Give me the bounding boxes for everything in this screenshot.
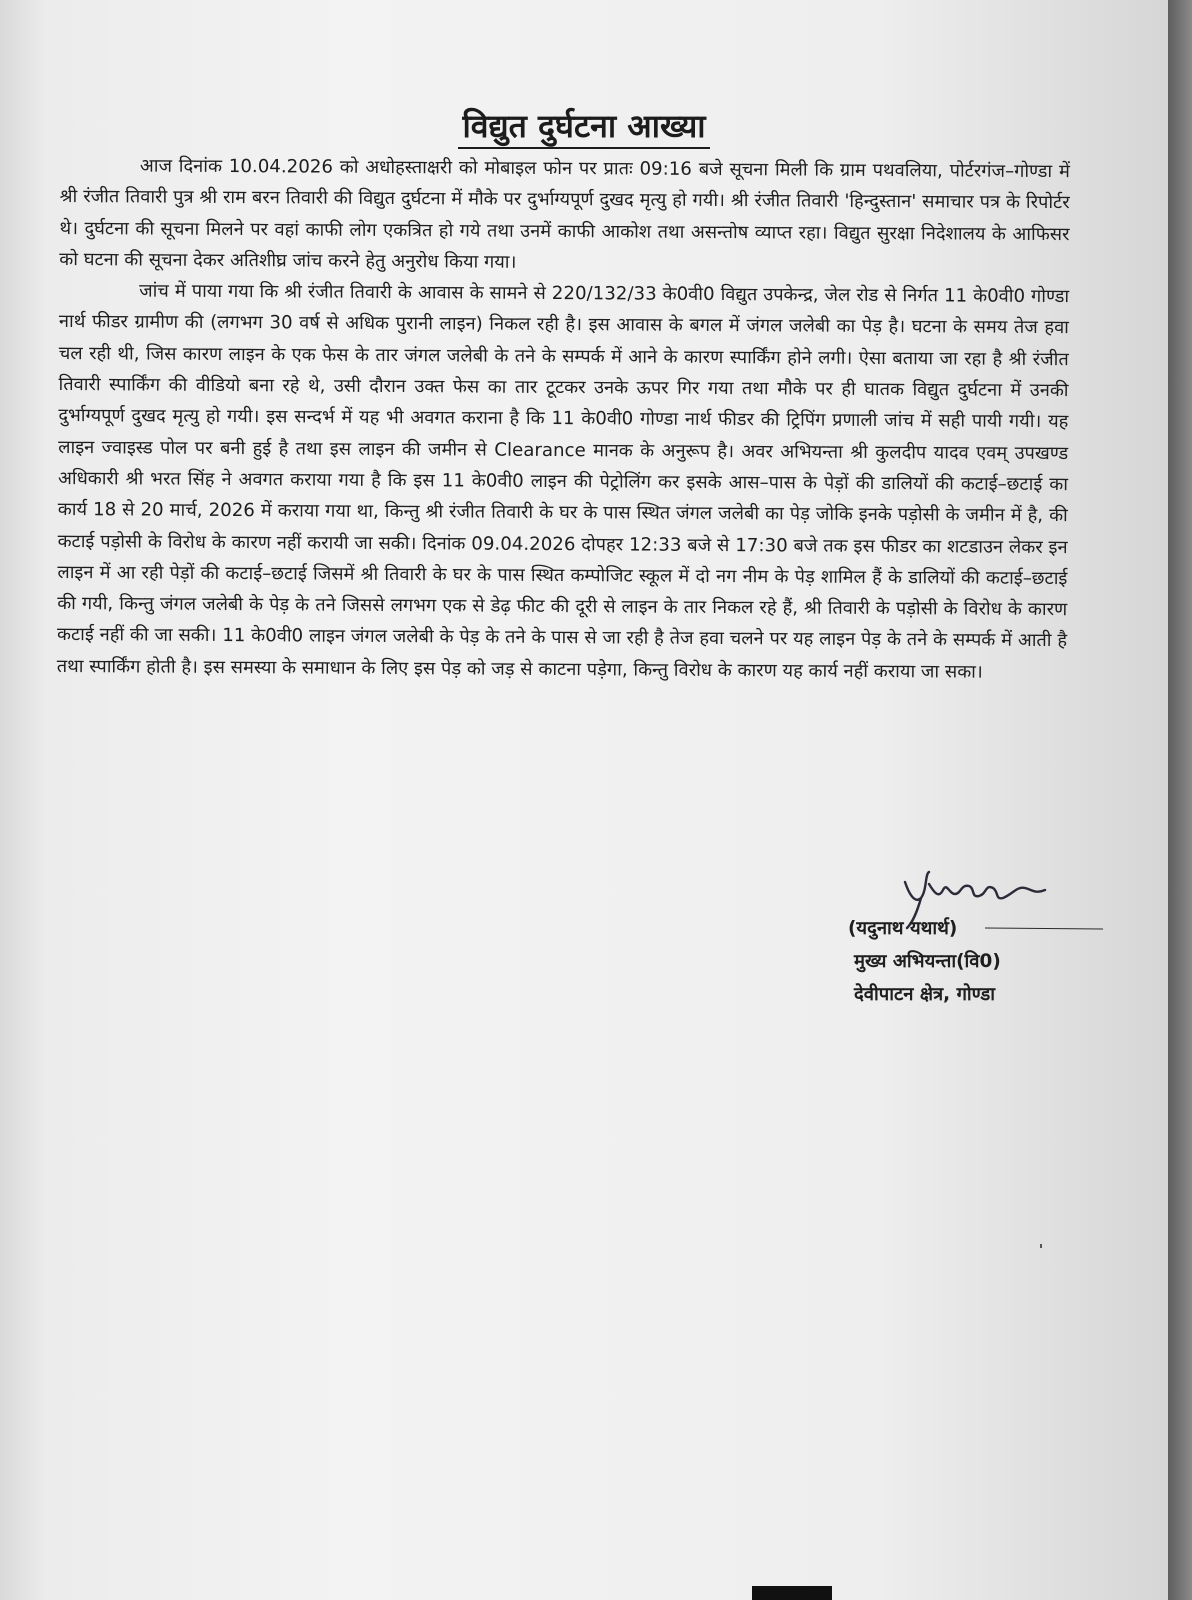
paragraph-incident-report: आज दिनांक 10.04.2026 को अधोहस्ताक्षरी को मोबाइल फोन पर प्रातः 09:16 बजे सूचना मिली कि ग्राम पथवलिया, पोर्टरगंज–गोण्डा में श्री रंजीत तिवारी पुत्र श्री राम बरन तिवारी की विद्युत दुर्घटना में मौके पर दुर्भाग्यपूर्ण दुखद मृत्यु हो गयी। श्री रंजीत तिवारी 'हिन्दुस्तान' समाचार पत्र के रिपोर्टर थे। दुर्घटना की सूचना मिलने पर वहां काफी लोग एकत्रित हो गये तथा उनमें काफी आकोश तथा असन्तोष व्याप्त रहा। विद्युत सुरक्षा निदेशालय के आफिसर को घटना की सूचना देकर अतिशीघ्र जांच करने हेतु अनुरोध किया गया। [59, 155, 1070, 273]
paragraph-investigation-findings: जांच में पाया गया कि श्री रंजीत तिवारी के आवास के सामने से 220/132/33 के0वी0 विद्युत उपकेन्द्र, जेल रोड से निर्गत 11 के0वी0 गोण्डा नार्थ फीडर ग्रामीण की (लगभग 30 वर्ष से अधिक पुरानी लाइन) निकल रही है। इस आवास के बगल में जंगल जलेबी का पेड़ है। घटना के समय तेज हवा चल रही थी, जिस कारण लाइन के एक फेस के तार जंगल जलेबी के तने के सम्पर्क में आने के कारण स्पार्किंग होने लगी। ऐसा बताया जा रहा है श्री रंजीत तिवारी स्पार्किंग की वीडियो बना रहे थे, उसी दौरान उक्त फेस का तार टूटकर उनके ऊपर गिर गया तथा मौके पर ही घातक विद्युत दुर्घटना में उनकी दुर्भाग्यपूर्ण दुखद मृत्यु हो गयी। इस सन्दर्भ में यह भी अवगत कराना है कि 11 के0वी0 गोण्डा नार्थ फीडर की ट्रिपिंग प्रणाली जांच में सही पायी गयी। यह लाइन ज्वाइस्ड पोल पर बनी हुई है तथा इस लाइन की जमीन से Clearance मानक के अनुरूप है। अवर अभियन्ता श्री कुलदीप यादव एवम् उपखण्ड अधिकारी श्री भरत सिंह ने अवगत कराया गया है कि इस 11 के0वी0 लाइन की पेट्रोलिंग कर इसके आस–पास के पेड़ों की डालियों की कटाई–छटाई का कार्य 18 से 20 मार्च, 2026 में कराया गया था, किन्तु श्री रंजीत तिवारी के घर के पास स्थित जंगल जलेबी का पेड़ जोकि इनके पड़ोसी के जमीन में है, की कटाई पड़ोसी के विरोध के कारण नहीं करायी जा सकी। दिनांक 09.04.2026 दोपहर 12:33 बजे से 17:30 बजे तक इस फीडर का शटडाउन लेकर इन लाइन में आ रही पेड़ों की कटाई–छटाई जिसमें श्री तिवारी के घर के पास स्थित कम्पोजिट स्कूल में दो नग नीम के पेड़ शामिल हैं के डालियों की कटाई–छटाई की गयी, किन्तु जंगल जलेबी के पेड़ के तने जिससे लगभग एक से डेढ़ फीट की दूरी से लाइन के तार निकल रहे हैं, श्री तिवारी के पड़ोसी के विरोध के कारण कटाई नहीं की जा सकी। 11 के0वी0 लाइन जंगल जलेबी के पेड़ के तने के पास से जा रही है तेज हवा चलने पर यह लाइन पेड़ के तने के सम्पर्क में आती है तथा स्पार्किंग होती है। इस समस्या के समाधान के लिए इस पेड़ को जड़ से काटना पड़ेगा, किन्तु विरोध के कारण यह कार्य नहीं कराया जा सका। [56, 280, 1070, 683]
paper-mark [1040, 1244, 1042, 1248]
signatory-name: (यदुनाथ यथार्थ) [848, 918, 958, 939]
dark-tab [752, 1586, 832, 1600]
signatory-designation: मुख्य अभियन्ता(वि0) [854, 951, 1001, 972]
document-title [0, 104, 1168, 147]
signature-block [848, 912, 1068, 1011]
background-edge [1168, 0, 1192, 1600]
signatory-office: देवीपाटन क्षेत्र, गोण्डा [854, 984, 996, 1005]
document-title-text: विद्युत दुर्घटना आख्या [458, 107, 709, 149]
document-body [57, 150, 1070, 688]
